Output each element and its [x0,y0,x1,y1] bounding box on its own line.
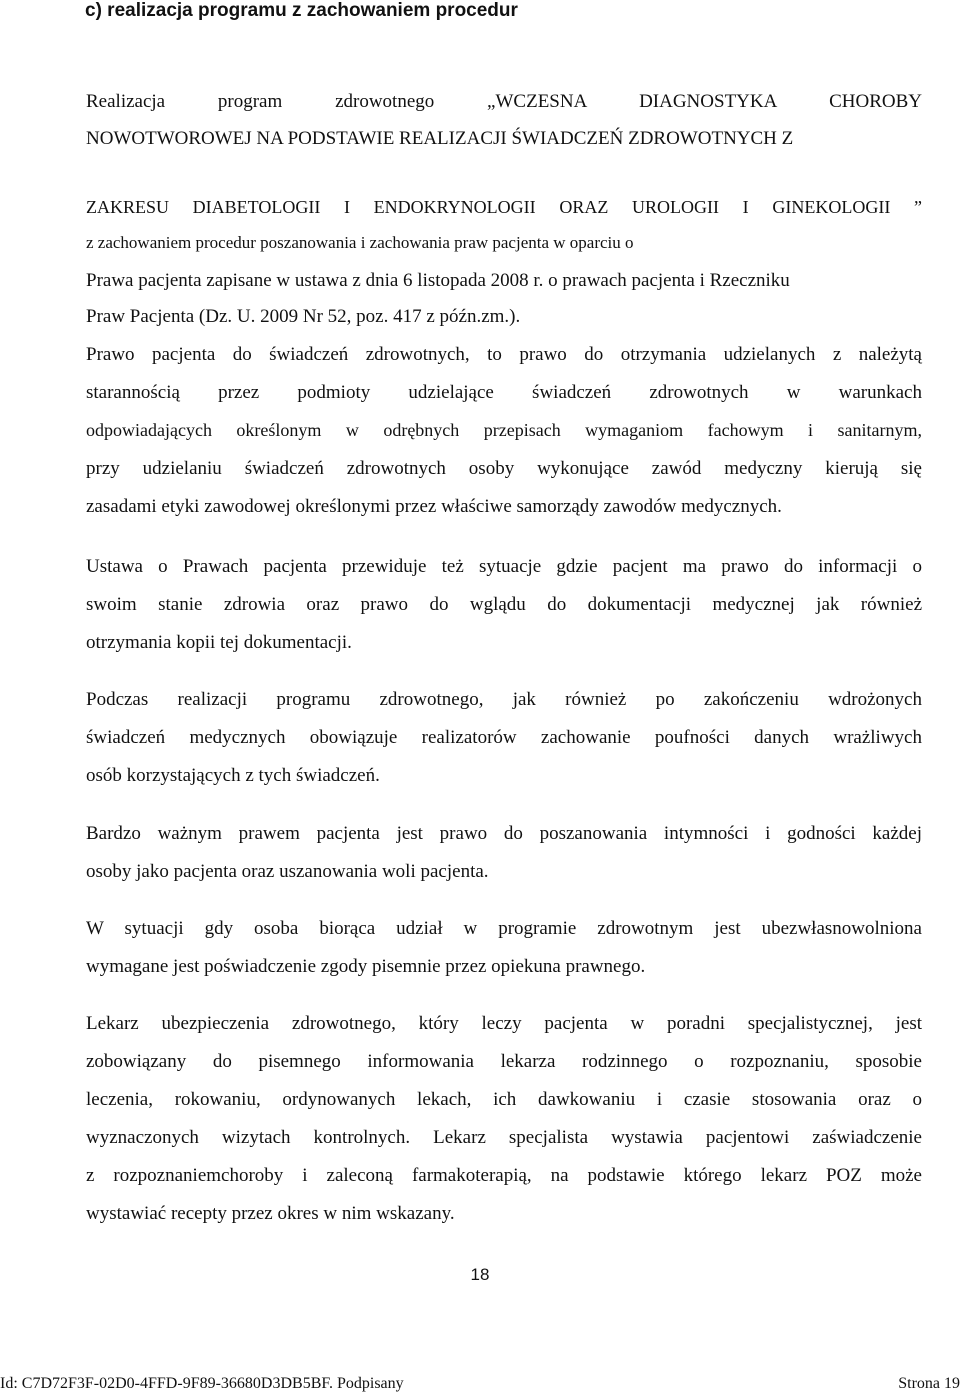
paragraph-2-line: swoim stanie zdrowia oraz prawo do wglądu do dokumentacji medycznej jak również [86,594,922,615]
paragraph-3-line: Podczas realizacji programu zdrowotnego, jak również po zakończeniu wdrożonych [86,689,922,710]
paragraph-3-line: świadczeń medycznych obowiązuje realizatorów zachowanie poufności danych wrażliwych [86,727,922,748]
paragraph-1-line: zasadami etyki zawodowej określonymi przez właściwe samorządy zawodów medycznych. [86,496,782,517]
paragraph-6-line: wystawiać recepty przez okres w nim wskazany. [86,1203,455,1224]
paragraph-6-line: Lekarz ubezpieczenia zdrowotnego, który leczy pacjenta w poradni specjalistycznej, jest [86,1013,922,1034]
paragraph-1-line: Realizacja program zdrowotnego „WCZESNA DIAGNOSTYKA CHOROBY [86,91,922,112]
paragraph-6-line: zobowiązany do pisemnego informowania lekarza rodzinnego o rozpoznaniu, sposobie [86,1051,922,1072]
paragraph-1-line: ZAKRESU DIABETOLOGII I ENDOKRYNOLOGII ORAZ UROLOGII I GINEKOLOGII ” [86,197,922,217]
paragraph-5-line: wymagane jest poświadczenie zgody pisemnie przez opiekuna prawnego. [86,956,646,977]
paragraph-1-line: Praw Pacjenta (Dz. U. 2009 Nr 52, poz. 417 z późn.zm.). [86,306,521,327]
paragraph-4-line: Bardzo ważnym prawem pacjenta jest prawo do poszanowania intymności i godności każdej [86,823,922,844]
paragraph-4-line: osoby jako pacjenta oraz uszanowania woli pacjenta. [86,861,489,882]
paragraph-1-line: NOWOTWOROWEJ NA PODSTAWIE REALIZACJI ŚWIADCZEŃ ZDROWOTNYCH Z [86,128,794,149]
paragraph-1-line: starannością przez podmioty udzielające świadczeń zdrowotnych w warunkach [86,382,922,403]
page-number: 18 [470,1265,490,1284]
footer-signature-id: Id: C7D72F3F-02D0-4FFD-9F89-36680D3DB5BF. Podpisany [0,1375,404,1392]
paragraph-2-line: otrzymania kopii tej dokumentacji. [86,632,352,653]
paragraph-1-line: z zachowaniem procedur poszanowania i zachowania praw pacjenta w oparciu o [86,233,634,252]
paragraph-1-line: przy udzielaniu świadczeń zdrowotnych osoby wykonujące zawód medyczny kierują się [86,458,922,479]
paragraph-6-line: wyznaczonych wizytach kontrolnych. Lekarz specjalista wystawia pacjentowi zaświadczenie [86,1127,922,1148]
section-heading: c) realizacja programu z zachowaniem procedur [85,0,518,21]
paragraph-2-line: Ustawa o Prawach pacjenta przewiduje też sytuacje gdzie pacjent ma prawo do informacji o [86,556,922,577]
footer-page-label: Strona 19 [898,1375,960,1392]
paragraph-1-line: odpowiadających określonym w odrębnych przepisach wymaganiom fachowym i sanitarnym, [86,420,922,440]
paragraph-6-line: z rozpoznaniemchoroby i zaleconą farmakoterapią, na podstawie którego lekarz POZ może [86,1165,922,1186]
paragraph-3-line: osób korzystających z tych świadczeń. [86,765,380,786]
paragraph-1-line: Prawa pacjenta zapisane w ustawa z dnia 6 listopada 2008 r. o prawach pacjenta i Rzeczniku [86,270,790,291]
paragraph-1-line: Prawo pacjenta do świadczeń zdrowotnych, to prawo do otrzymania udzielanych z należytą [86,344,922,365]
paragraph-6-line: leczenia, rokowaniu, ordynowanych lekach, ich dawkowaniu i czasie stosowania oraz o [86,1089,922,1110]
paragraph-5-line: W sytuacji gdy osoba biorąca udział w programie zdrowotnym jest ubezwłasnowolniona [86,918,922,939]
